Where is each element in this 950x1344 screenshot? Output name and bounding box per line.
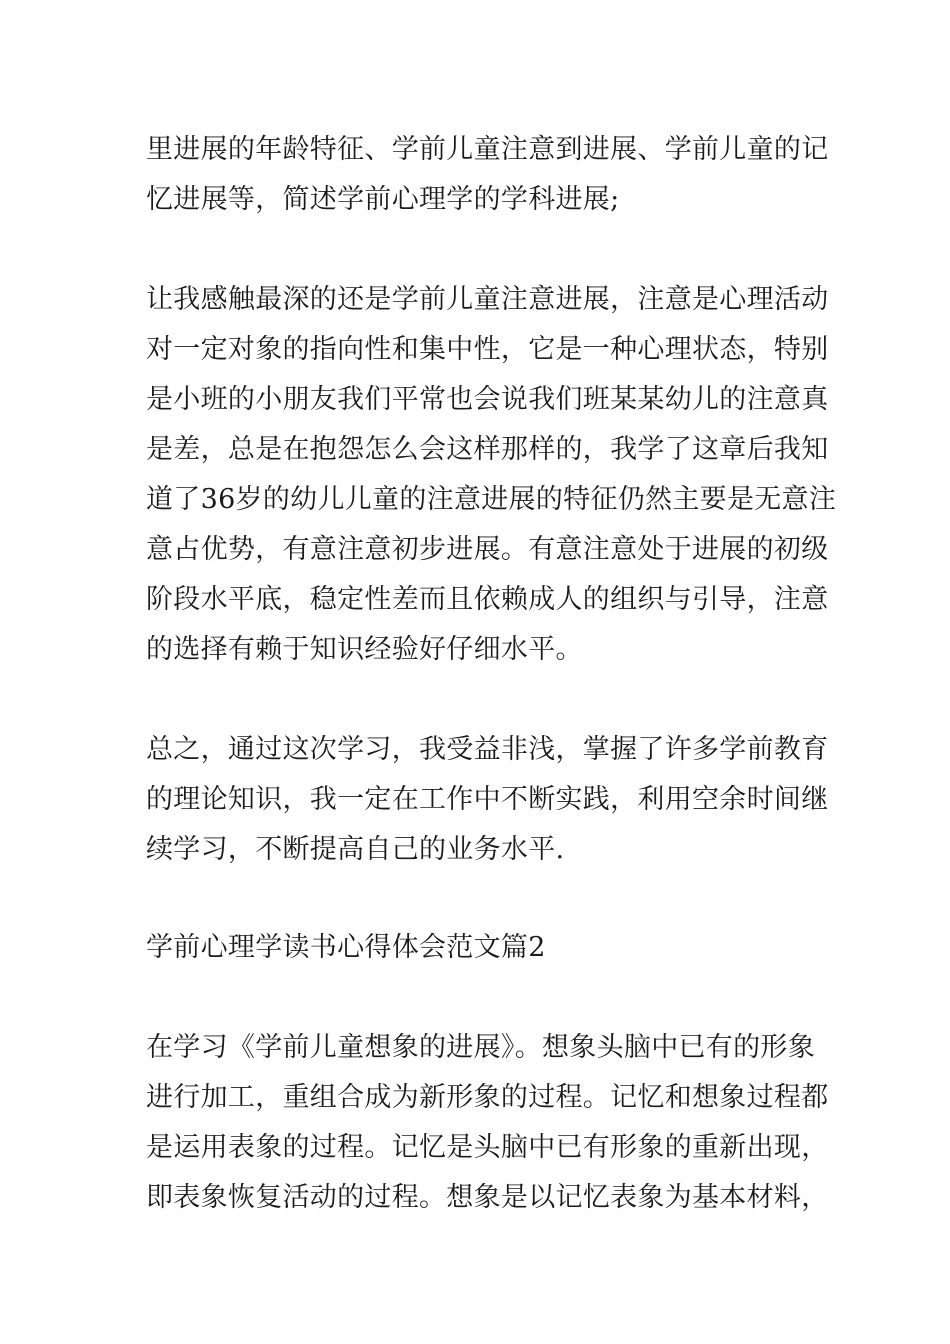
text-line: 是小班的小朋友我们平常也会说我们班某某幼儿的注意真 [146,384,829,415]
section-heading: 学前心理学读书心得体会范文篇2 [146,932,546,963]
text-line: 忆进展等，简述学前心理学的学科进展; [146,184,620,215]
text-line: 阶段水平底，稳定性差而且依赖成人的组织与引导，注意 [146,584,829,615]
text-line: 让我感触最深的还是学前儿童注意进展，注意是心理活动 [146,284,829,315]
text-line: 是差，总是在抱怨怎么会这样那样的，我学了这章后我知 [146,434,829,465]
text-line: 续学习，不断提高自己的业务水平. [146,834,565,865]
text-line: 即表象恢复活动的过程。想象是以记忆表象为基本材料， [146,1182,829,1213]
text-line: 道了36岁的幼儿儿童的注意进展的特征仍然主要是无意注 [146,484,837,515]
text-line: 总之，通过这次学习，我受益非浅，掌握了许多学前教育 [146,734,829,765]
text-line: 进行加工，重组合成为新形象的过程。记忆和想象过程都 [146,1082,829,1113]
text-line: 的理论知识，我一定在工作中不断实践，利用空余时间继 [146,784,829,815]
text-line: 里进展的年龄特征、学前儿童注意到进展、学前儿童的记 [146,134,829,165]
text-line: 对一定对象的指向性和集中性，它是一种心理状态，特别 [146,334,829,365]
text-line: 意占优势，有意注意初步进展。有意注意处于进展的初级 [146,534,829,565]
text-line: 是运用表象的过程。记忆是头脑中已有形象的重新出现， [146,1132,829,1163]
text-line: 的选择有赖于知识经验好仔细水平。 [146,634,583,665]
text-line: 在学习《学前儿童想象的进展》。想象头脑中已有的形象 [146,1032,815,1063]
